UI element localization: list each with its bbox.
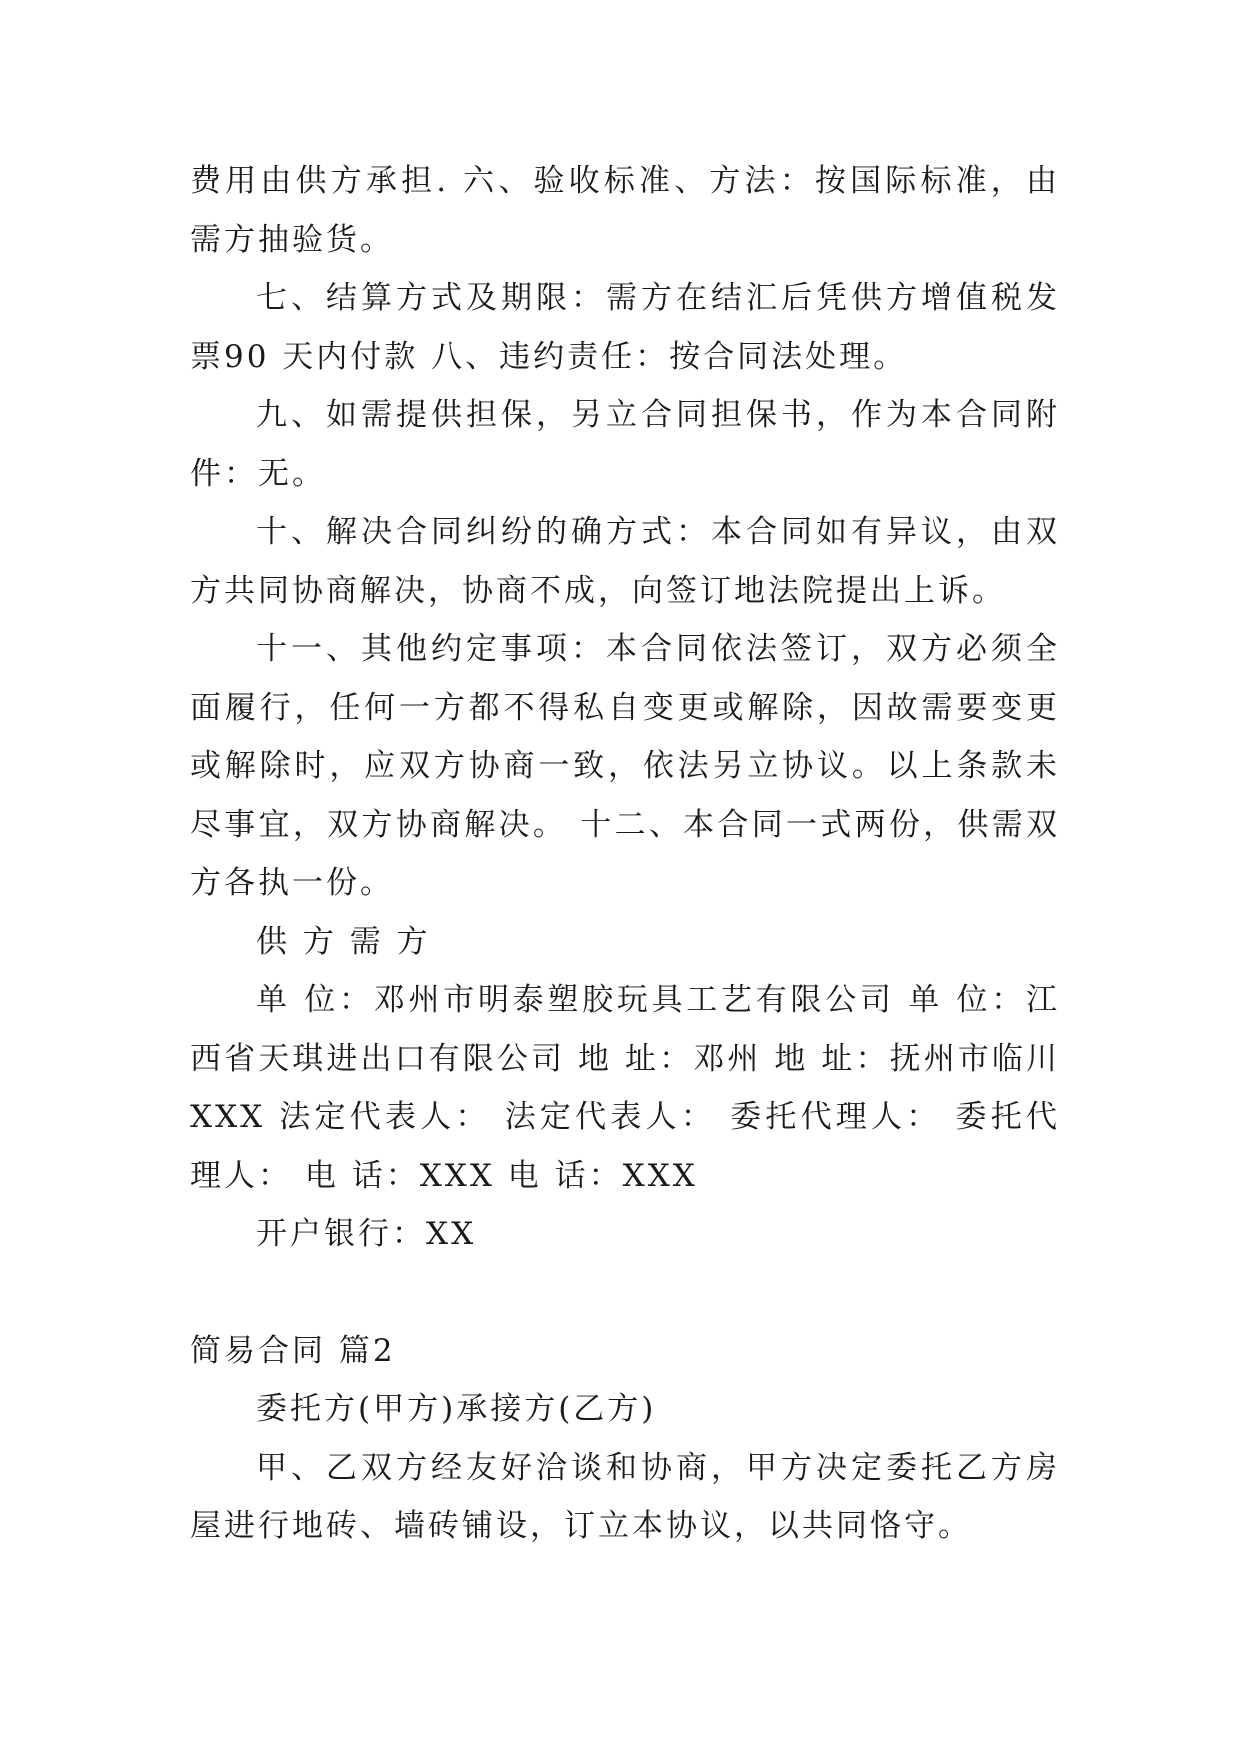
paragraph-agreement: 甲、乙双方经友好洽谈和协商，甲方决定委托乙方房屋进行地砖、墙砖铺设，订立本协议，以共同恪守。 xyxy=(190,1449,1060,1544)
paragraph-bank: 开户银行：XX xyxy=(256,1216,477,1252)
paragraph-guarantee: 九、如需提供担保，另立合同担保书，作为本合同附件：无。 xyxy=(190,397,1060,492)
document-page xyxy=(190,152,1060,1556)
paragraph-party-details: 单 位：邓州市明泰塑胶玩具工艺有限公司 单 位：江西省天琪进出口有限公司 地 址：邓州 地 址：抚州市临川XXX 法定代表人： 法定代表人： 委托代理人： 委托代理人： 电 话：XXX 电 话：XXX xyxy=(190,982,1060,1194)
paragraph-other-terms: 十一、其他约定事项：本合同依法签订，双方必须全面履行，任何一方都不得私自变更或解除，因故需要变更或解除时，应双方协商一致，依法另立协议。以上条款未尽事宜，双方协商解决。 十二、本合同一式两份，供需双方各执一份。 xyxy=(190,631,1060,901)
section-title: 简易合同 篇2 xyxy=(190,1332,396,1369)
paragraph-dispute: 十、解决合同纠纷的确方式：本合同如有异议，由双方共同协商解决，协商不成，向签订地法院提出上诉。 xyxy=(190,514,1060,609)
paragraph-parties: 委托方(甲方)承接方(乙方) xyxy=(256,1391,657,1427)
paragraph-settlement: 七、结算方式及期限：需方在结汇后凭供方增值税发票90 天内付款 八、违约责任：按合同法处理。 xyxy=(190,280,1060,375)
paragraph-parties-header: 供 方 需 方 xyxy=(256,923,431,960)
paragraph-acceptance: 费用由供方承担. 六、验收标准、方法：按国际标准，由需方抽验货。 xyxy=(190,163,1060,258)
